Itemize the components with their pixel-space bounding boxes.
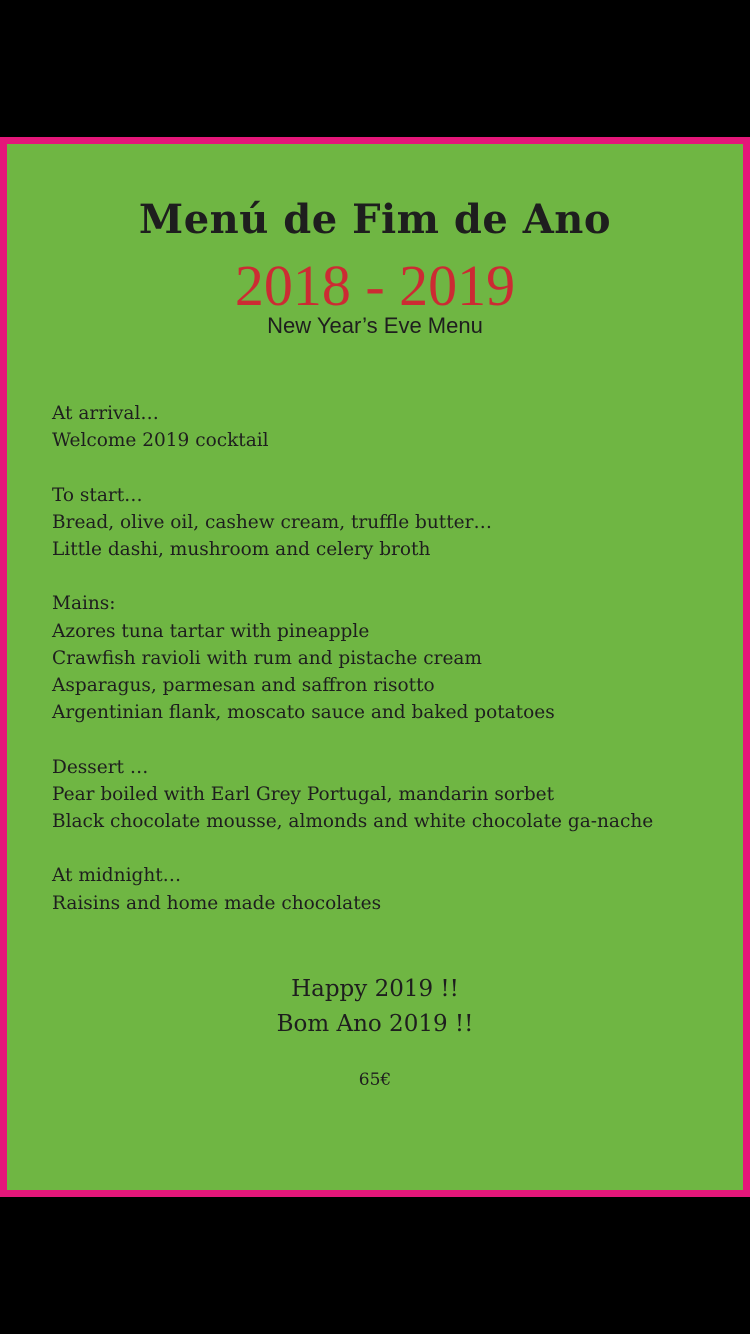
menu-item: Azores tuna tartar with pineapple <box>52 620 370 642</box>
section-arrival <box>52 400 692 454</box>
menu-item: Argentinian flank, moscato sauce and baked potatoes <box>52 702 555 724</box>
section-heading: At arrival… <box>52 403 159 424</box>
menu-item: Little dashi, mushroom and celery broth <box>52 539 431 560</box>
menu-year: 2018 - 2019 <box>234 253 516 318</box>
menu-body <box>52 400 692 944</box>
menu-item: Black chocolate mousse, almonds and white chocolate ga-nache <box>52 811 654 832</box>
menu-item: Welcome 2019 cocktail <box>52 430 269 452</box>
section-heading: To start… <box>52 484 143 506</box>
section-midnight <box>52 862 692 916</box>
section-heading: At midnight… <box>52 865 182 887</box>
menu-item: Asparagus, parmesan and saffron risotto <box>52 675 435 696</box>
menu-price: 65€ <box>358 1070 392 1090</box>
greeting-english: Happy 2019 !! <box>291 976 459 1002</box>
menu-card <box>0 137 750 1197</box>
section-heading: Mains: <box>52 593 116 615</box>
menu-item: Crawfish ravioli with rum and pistache cream <box>52 647 482 669</box>
menu-item: Raisins and home made chocolates <box>52 892 382 914</box>
section-mains <box>52 590 692 726</box>
section-heading: Dessert … <box>52 756 149 778</box>
section-starters <box>52 482 692 564</box>
menu-subtitle: New Year’s Eve Menu <box>267 313 483 338</box>
menu-item: Pear boiled with Earl Grey Portugal, mandarin sorbet <box>52 783 555 805</box>
greeting-portuguese: Bom Ano 2019 !! <box>276 1011 474 1037</box>
menu-title: Menú de Fim de Ano <box>138 196 612 243</box>
menu-item: Bread, olive oil, cashew cream, truffle butter… <box>52 511 492 533</box>
section-dessert <box>52 754 692 836</box>
